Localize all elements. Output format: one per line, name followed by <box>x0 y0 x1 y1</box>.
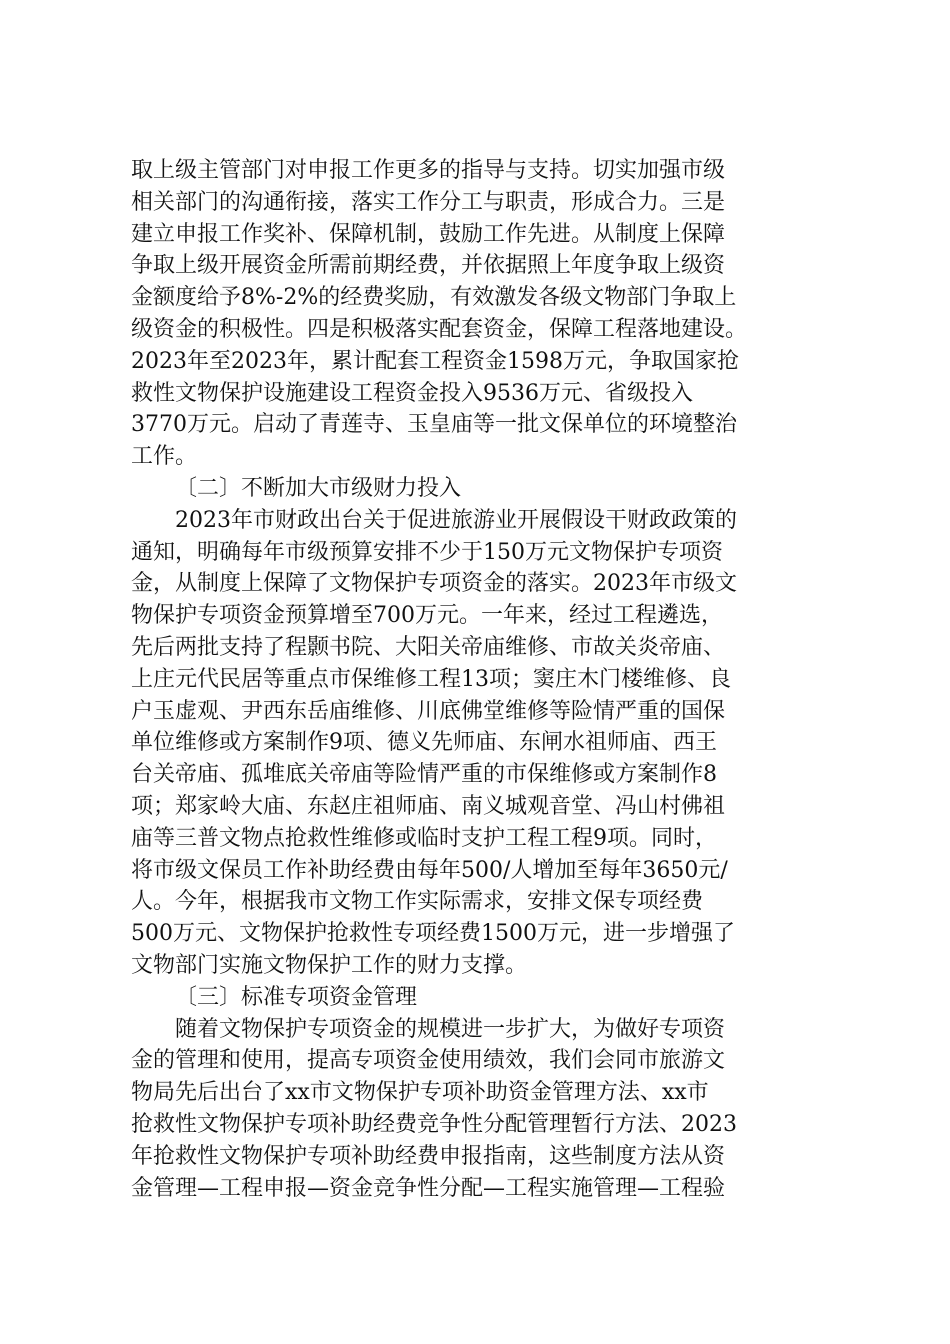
text-line: 物保护专项资金预算增至700万元。一年来，经过工程遴选， <box>131 603 723 629</box>
text-line: 人。今年，根据我市文物工作实际需求，安排文保专项经费 <box>131 889 704 915</box>
paragraph-start: 2023年市财政出台关于促进旅游业开展假设干财政政策的 <box>175 507 737 533</box>
text-line: 物局先后出台了xx市文物保护专项补助资金管理方法、xx市 <box>131 1080 709 1106</box>
text-line: 级资金的积极性。四是积极落实配套资金，保障工程落地建设。 <box>131 316 748 342</box>
text-line: 金额度给予8%-2%的经费奖励，有效激发各级文物部门争取上 <box>131 285 737 311</box>
text-line: 庙等三普文物点抢救性维修或临时支护工程工程9项。同时， <box>131 825 717 851</box>
text-line: 项；郑家岭大庙、东赵庄祖师庙、南义城观音堂、冯山村佛祖 <box>131 793 726 819</box>
text-line: 工作。 <box>131 444 198 470</box>
text-line: 500万元、文物保护抢救性专项经费1500万元，进一步增强了 <box>131 921 735 947</box>
text-line: 文物部门实施文物保护工作的财力支撑。 <box>131 952 528 978</box>
text-line: 相关部门的沟通衔接，落实工作分工与职责，形成合力。三是 <box>131 189 726 215</box>
text-line: 取上级主管部门对申报工作更多的指导与支持。切实加强市级 <box>131 158 726 183</box>
text-line: 金的管理和使用，提高专项资金使用绩效，我们会同市旅游文 <box>131 1048 726 1074</box>
text-line: 争取上级开展资金所需前期经费，并依据照上年度争取上级资 <box>131 253 726 279</box>
text-line: 救性文物保护设施建设工程资金投入9536万元、省级投入 <box>131 380 693 406</box>
text-line: 台关帝庙、孤堆底关帝庙等险情严重的市保维修或方案制作8 <box>131 762 717 788</box>
text-line: 2023年至2023年，累计配套工程资金1598万元，争取国家抢 <box>131 348 739 374</box>
text-line: 3770万元。启动了青莲寺、玉皇庙等一批文保单位的环境整治 <box>131 412 737 438</box>
body-text <box>131 155 831 1204</box>
text-line: 金，从制度上保障了文物保护专项资金的落实。2023年市级文 <box>131 571 737 597</box>
text-line: 上庄元代民居等重点市保维修工程13项；窦庄木门楼维修、良 <box>131 666 731 692</box>
text-line: 建立申报工作奖补、保障机制，鼓励工作先进。从制度上保障 <box>131 221 726 247</box>
text-line: 户玉虚观、尹西东岳庙维修、川底佛堂维修等险情严重的国保 <box>131 698 726 724</box>
text-line: 抢救性文物保护专项补助经费竞争性分配管理暂行方法、2023 <box>131 1111 737 1137</box>
text-line: 先后两批支持了程颢书院、大阳关帝庙维修、市故关炎帝庙、 <box>131 634 726 660</box>
section-heading: 〔二〕不断加大市级财力投入 <box>175 475 462 501</box>
paragraph-start: 随着文物保护专项资金的规模进一步扩大，为做好专项资 <box>175 1016 726 1042</box>
text-line: 通知，明确每年市级预算安排不少于150万元文物保护专项资 <box>131 539 723 565</box>
text-line: 将市级文保员工作补助经费由每年500/人增加至每年3650元/ <box>131 857 728 883</box>
section-heading: 〔三〕标准专项资金管理 <box>175 984 418 1010</box>
text-line: 单位维修或方案制作9项、德义先师庙、东闸水祖师庙、西王 <box>131 730 717 756</box>
text-line: 金管理—工程申报—资金竞争性分配—工程实施管理—工程验 <box>131 1175 726 1201</box>
text-line: 年抢救性文物保护专项补助经费申报指南，这些制度方法从资 <box>131 1143 726 1169</box>
